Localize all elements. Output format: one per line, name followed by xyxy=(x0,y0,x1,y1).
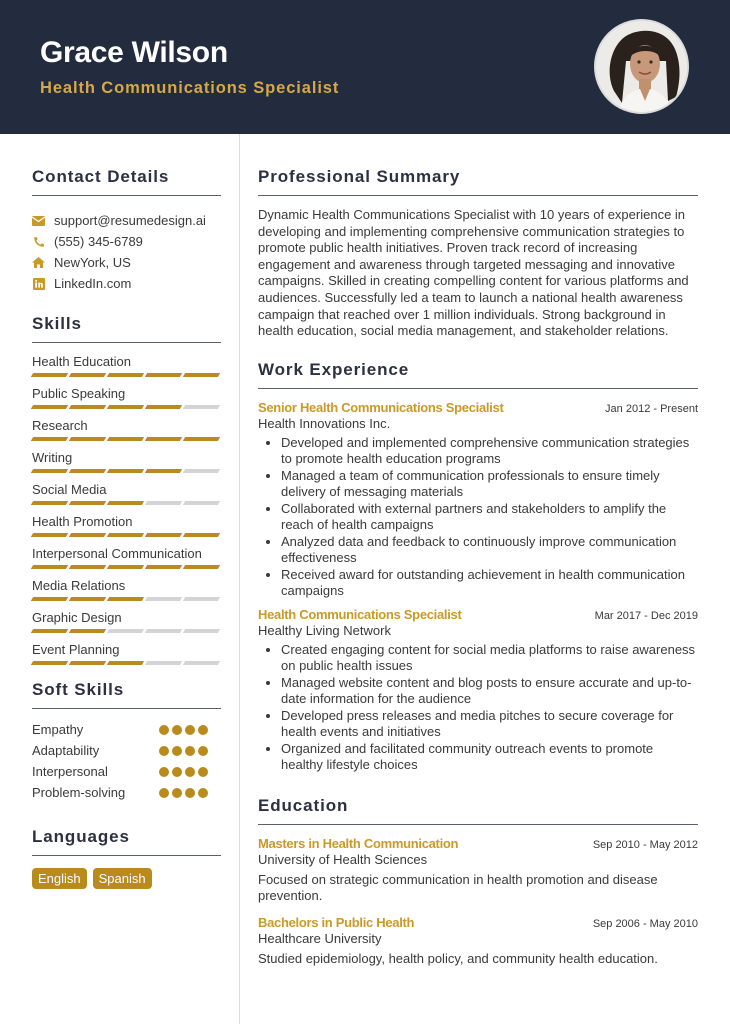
level-segment xyxy=(31,405,68,409)
job-title: Senior Health Communications Specialist xyxy=(258,399,504,415)
level-segment xyxy=(145,405,182,409)
level-segment xyxy=(145,533,182,537)
rating-dot xyxy=(198,767,208,777)
level-segment xyxy=(145,437,182,441)
soft-skill-rating xyxy=(159,788,208,798)
level-segment xyxy=(31,501,68,505)
level-segment xyxy=(107,373,144,377)
education-description: Focused on strategic communication in health promotion and disease prevention. xyxy=(258,871,658,904)
soft-skill-item xyxy=(32,761,221,782)
level-segment xyxy=(145,597,182,601)
portrait-image xyxy=(596,21,689,114)
contact-location xyxy=(32,252,221,273)
level-segment xyxy=(69,533,106,537)
level-segment xyxy=(107,629,144,633)
job-company: Health Innovations Inc. xyxy=(258,415,391,431)
level-segment xyxy=(31,437,68,441)
level-segment xyxy=(31,469,68,473)
summary-section xyxy=(258,167,698,340)
skill-level-bar xyxy=(32,661,221,666)
level-segment xyxy=(183,405,220,409)
skill-label: Media Relations xyxy=(32,578,126,593)
level-segment xyxy=(69,501,106,505)
sidebar xyxy=(32,134,221,889)
main-content xyxy=(258,134,698,967)
level-segment xyxy=(69,437,106,441)
experience-heading: Work Experience xyxy=(258,360,698,389)
soft-skills-heading: Soft Skills xyxy=(32,680,221,709)
phone-icon xyxy=(32,235,45,248)
job-bullets xyxy=(258,435,698,600)
skills-heading: Skills xyxy=(32,314,221,343)
skill-label: Writing xyxy=(32,450,73,465)
linkedin-icon xyxy=(32,277,45,290)
level-segment xyxy=(107,405,144,409)
education-heading: Education xyxy=(258,796,698,825)
skill-item xyxy=(32,353,221,378)
education-entry xyxy=(258,915,698,968)
level-segment xyxy=(145,373,182,377)
rating-dot xyxy=(198,788,208,798)
languages-section xyxy=(32,827,221,889)
level-segment xyxy=(69,565,106,569)
skill-label: Health Promotion xyxy=(32,514,133,529)
education-description: Studied epidemiology, health policy, and community health education. xyxy=(258,950,658,966)
level-segment xyxy=(183,629,220,633)
rating-dot xyxy=(159,788,169,798)
level-segment xyxy=(107,437,144,441)
job-entry xyxy=(258,400,698,600)
level-segment xyxy=(183,501,220,505)
job-bullet: • Organized and facilitated community outreach events to promote healthy lifestyle choices xyxy=(281,741,698,774)
level-segment xyxy=(145,469,182,473)
contact-heading: Contact Details xyxy=(32,167,221,196)
skills-section xyxy=(32,314,221,666)
school-name: Healthcare University xyxy=(258,930,382,946)
level-segment xyxy=(145,661,182,665)
rating-dot xyxy=(172,725,182,735)
skill-label: Health Education xyxy=(32,354,132,369)
rating-dot xyxy=(185,788,195,798)
summary-text: Dynamic Health Communications Specialist with 10 years of experience in developing and implementing comprehensive communication strategies to promote public health initiatives. Proven track record of increasing engagement and awareness through targeted messaging and innovative campaigns. Skilled in creating compelling content for various platforms and audiences. Successfully led a team to launch a national health awareness campaign that reached over 1 million individuals. Strong background in health education, social media management, and stakeholder relations. xyxy=(258,207,689,339)
education-header xyxy=(258,915,698,930)
soft-skill-label: Interpersonal xyxy=(32,764,108,779)
skill-label: Research xyxy=(32,418,88,433)
level-segment xyxy=(183,469,220,473)
candidate-name: Grace Wilson xyxy=(40,36,228,69)
degree-title: Bachelors in Public Health xyxy=(258,914,415,930)
soft-skill-rating xyxy=(159,767,208,777)
job-company: Healthy Living Network xyxy=(258,622,391,638)
rating-dot xyxy=(172,788,182,798)
rating-dot xyxy=(172,746,182,756)
skill-item xyxy=(32,449,221,474)
languages-heading: Languages xyxy=(32,827,221,856)
skill-label: Event Planning xyxy=(32,642,120,657)
skill-item xyxy=(32,577,221,602)
level-segment xyxy=(145,501,182,505)
rating-dot xyxy=(185,767,195,777)
language-badge: English xyxy=(32,868,87,889)
level-segment xyxy=(31,565,68,569)
contact-linkedin[interactable] xyxy=(32,273,221,294)
education-header xyxy=(258,836,698,851)
level-segment xyxy=(107,597,144,601)
soft-skill-item xyxy=(32,782,221,803)
level-segment xyxy=(183,373,220,377)
skill-level-bar xyxy=(32,533,221,538)
skill-item xyxy=(32,513,221,538)
job-header xyxy=(258,400,698,415)
job-dates: Jan 2012 - Present xyxy=(605,402,698,415)
profile-photo xyxy=(594,19,689,114)
soft-skill-rating xyxy=(159,746,208,756)
soft-skill-item xyxy=(32,740,221,761)
job-dates: Mar 2017 - Dec 2019 xyxy=(594,609,698,622)
skill-item xyxy=(32,609,221,634)
rating-dot xyxy=(198,746,208,756)
soft-skill-item xyxy=(32,719,221,740)
level-segment xyxy=(69,373,106,377)
job-entry xyxy=(258,607,698,774)
soft-skills-section xyxy=(32,680,221,803)
language-badge: Spanish xyxy=(93,868,152,889)
level-segment xyxy=(107,533,144,537)
skill-label: Interpersonal Communication xyxy=(32,546,202,561)
experience-section xyxy=(258,360,698,774)
contact-email[interactable] xyxy=(32,210,221,231)
degree-title: Masters in Health Communication xyxy=(258,835,459,851)
education-entry xyxy=(258,836,698,905)
home-icon xyxy=(32,256,45,269)
rating-dot xyxy=(198,725,208,735)
level-segment xyxy=(69,597,106,601)
school-name: University of Health Sciences xyxy=(258,851,428,867)
rating-dot xyxy=(159,767,169,777)
skill-level-bar xyxy=(32,565,221,570)
job-bullet: • Developed press releases and media pitches to secure coverage for health events and initiatives xyxy=(281,708,698,741)
contact-location-text: NewYork, US xyxy=(54,255,131,270)
rating-dot xyxy=(159,746,169,756)
job-header xyxy=(258,607,698,622)
skill-level-bar xyxy=(32,469,221,474)
resume-header xyxy=(0,0,730,134)
level-segment xyxy=(69,405,106,409)
level-segment xyxy=(107,469,144,473)
rating-dot xyxy=(185,725,195,735)
contact-phone-text: (555) 345-6789 xyxy=(54,234,143,249)
job-bullet: • Managed website content and blog posts to ensure accurate and up-to-date information for the audience xyxy=(281,675,698,708)
level-segment xyxy=(183,661,220,665)
job-bullet: • Received award for outstanding achievement in health communication campaigns xyxy=(281,567,698,600)
contact-email-text: support@resumedesign.ai xyxy=(54,213,206,228)
job-bullet: • Managed a team of communication professionals to ensure timely delivery of messaging materials xyxy=(281,468,698,501)
level-segment xyxy=(31,661,68,665)
level-segment xyxy=(107,565,144,569)
skill-item xyxy=(32,417,221,442)
skill-level-bar xyxy=(32,405,221,410)
level-segment xyxy=(69,629,106,633)
soft-skill-label: Empathy xyxy=(32,722,84,737)
soft-skill-label: Problem-solving xyxy=(32,785,126,800)
job-bullet: • Developed and implemented comprehensive communication strategies to promote health education programs xyxy=(281,435,698,468)
skill-label: Social Media xyxy=(32,482,107,497)
education-dates: Sep 2010 - May 2012 xyxy=(592,838,698,851)
rating-dot xyxy=(185,746,195,756)
skill-item xyxy=(32,641,221,666)
envelope-icon xyxy=(32,214,45,227)
skill-item xyxy=(32,481,221,506)
contact-linkedin-text: LinkedIn.com xyxy=(54,276,132,291)
job-bullet: • Analyzed data and feedback to continuously improve communication effectiveness xyxy=(281,534,698,567)
job-bullets xyxy=(258,642,698,774)
soft-skill-rating xyxy=(159,725,208,735)
skill-level-bar xyxy=(32,629,221,634)
level-segment xyxy=(107,661,144,665)
skill-label: Graphic Design xyxy=(32,610,122,625)
skill-item xyxy=(32,545,221,570)
skill-label: Public Speaking xyxy=(32,386,126,401)
level-segment xyxy=(31,373,68,377)
level-segment xyxy=(31,533,68,537)
level-segment xyxy=(183,437,220,441)
skill-level-bar xyxy=(32,437,221,442)
column-divider xyxy=(239,134,240,1024)
contact-section xyxy=(32,167,221,294)
skill-level-bar xyxy=(32,373,221,378)
job-bullet: • Collaborated with external partners and stakeholders to amplify the reach of health campaigns xyxy=(281,501,698,534)
summary-heading: Professional Summary xyxy=(258,167,698,196)
soft-skill-label: Adaptability xyxy=(32,743,100,758)
job-bullet: • Created engaging content for social media platforms to raise awareness on public health issues xyxy=(281,642,698,675)
rating-dot xyxy=(159,725,169,735)
education-dates: Sep 2006 - May 2010 xyxy=(592,917,698,930)
candidate-title: Health Communications Specialist xyxy=(40,79,340,97)
contact-phone[interactable] xyxy=(32,231,221,252)
skill-level-bar xyxy=(32,501,221,506)
level-segment xyxy=(183,533,220,537)
rating-dot xyxy=(172,767,182,777)
level-segment xyxy=(145,565,182,569)
level-segment xyxy=(145,629,182,633)
education-section xyxy=(258,796,698,968)
skill-item xyxy=(32,385,221,410)
level-segment xyxy=(31,597,68,601)
level-segment xyxy=(69,661,106,665)
level-segment xyxy=(183,565,220,569)
level-segment xyxy=(69,469,106,473)
job-title: Health Communications Specialist xyxy=(258,606,462,622)
level-segment xyxy=(31,629,68,633)
level-segment xyxy=(107,501,144,505)
skill-level-bar xyxy=(32,597,221,602)
level-segment xyxy=(183,597,220,601)
